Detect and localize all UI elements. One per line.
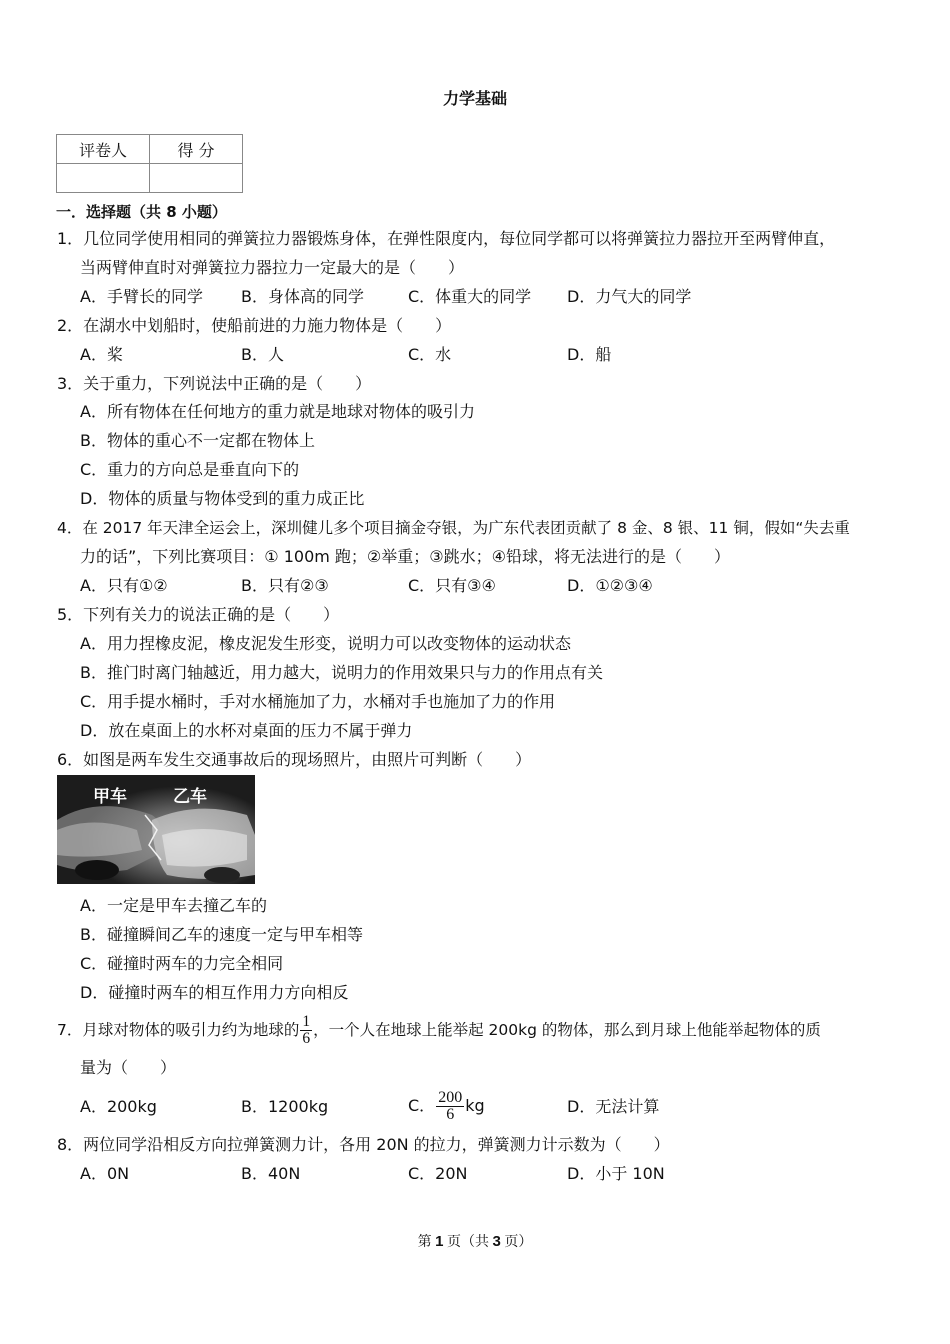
q7-frac-num: 1 [302,1013,311,1030]
q7-option-b: B．1200kg [241,1097,329,1116]
q7-option-c-unit: kg [465,1096,485,1115]
q4-stem-line1: 4．在 2017 年天津全运会上，深圳健儿多个项目摘金夺银，为广东代表团贡献了 8 金、8 银、11 铜，假如“失去重 [57,519,850,537]
q4-option-b: B．只有②③ [241,576,329,595]
score-cell [150,164,243,193]
q7-stem-line2: 量为（ ） [80,1058,177,1077]
score-table [56,134,243,193]
q2-option-b: B．人 [241,345,284,364]
q4-option-a: A．只有①② [80,576,168,595]
footer-total-pages: 3 [492,1233,501,1250]
q6-stem: 6．如图是两车发生交通事故后的现场照片，由照片可判断（ ） [57,750,532,769]
q6-option-b: B．碰撞瞬间乙车的速度一定与甲车相等 [80,925,363,944]
q5-stem: 5．下列有关力的说法正确的是（ ） [57,605,340,624]
page-footer [0,1231,950,1251]
q7-option-c-num: 200 [438,1089,463,1106]
q1-option-b: B．身体高的同学 [241,287,364,306]
q2-option-a: A．桨 [80,345,123,364]
photo-label-jia: 甲车 [93,787,127,807]
q1-option-c: C．体重大的同学 [408,287,532,306]
q7-option-c [408,1084,485,1128]
q3-option-d: D．物体的质量与物体受到的重力成正比 [80,489,365,508]
q5-option-c: C．用手提水桶时，手对水桶施加了力，水桶对手也施加了力的作用 [80,692,556,711]
q4-option-d: D．①②③④ [567,576,653,595]
score-header: 得 分 [150,135,243,164]
q8-option-b: B．40N [241,1164,301,1183]
q8-option-d: D．小于 10N [567,1164,665,1183]
q3-option-a: A．所有物体在任何地方的重力就是地球对物体的吸引力 [80,402,475,421]
q8-stem: 8．两位同学沿相反方向拉弹簧测力计，各用 20N 的拉力，弹簧测力计示数为（ ） [57,1135,670,1154]
q7-option-c-label: C． [408,1096,436,1115]
footer-post: 页） [500,1235,533,1250]
q1-stem-line1: 1．几位同学使用相同的弹簧拉力器锻炼身体，在弹性限度内，每位同学都可以将弹簧拉力器拉开至两臂伸直， [57,229,836,248]
page-title: 力学基础 [442,89,507,108]
car-accident-photo [57,775,255,884]
footer-mid: 页（共 [443,1235,493,1250]
q7-frac-den: 6 [302,1030,311,1047]
q7-option-a: A．200kg [80,1097,157,1116]
q8-option-c: C．20N [408,1164,468,1183]
q2-stem: 2．在湖水中划船时，使船前进的力施力物体是（ ） [57,316,452,335]
q2-option-d: D．船 [567,345,612,364]
footer-page-number: 1 [435,1233,444,1250]
q7-stem-pre: 7．月球对物体的吸引力约为地球的 [57,1021,300,1039]
q6-option-d: D．碰撞时两车的相互作用力方向相反 [80,983,349,1002]
grader-header: 评卷人 [57,135,150,164]
q6-option-a: A．一定是甲车去撞乙车的 [80,896,267,915]
q1-stem-line2: 当两臂伸直时对弹簧拉力器拉力一定最大的是（ ） [80,258,465,277]
q5-option-b: B．推门时离门轴越近，用力越大，说明力的作用效果只与力的作用点有关 [80,663,603,682]
q7-stem-post: ，一个人在地球上能举起 200kg 的物体，那么到月球上他能举起物体的质 [313,1021,821,1039]
grader-cell [57,164,150,193]
q7-fraction [300,1014,312,1047]
photo-label-yi: 乙车 [173,787,207,807]
q3-option-c: C．重力的方向总是垂直向下的 [80,460,300,479]
q8-option-a: A．0N [80,1164,130,1183]
q5-option-a: A．用力捏橡皮泥，橡皮泥发生形变，说明力可以改变物体的运动状态 [80,634,571,653]
q7-stem-line1 [57,1012,821,1048]
section-heading: 一．选择题（共 8 小题） [56,203,227,221]
q7-option-c-den: 6 [446,1106,455,1123]
q6-option-c: C．碰撞时两车的力完全相同 [80,954,284,973]
q4-option-c: C．只有③④ [408,576,496,595]
q3-stem: 3．关于重力，下列说法中正确的是（ ） [57,374,372,393]
q7-option-d: D．无法计算 [567,1097,660,1116]
q2-option-c: C．水 [408,345,452,364]
q7-option-c-fraction [436,1090,464,1123]
footer-pre: 第 [417,1235,436,1250]
q4-stem-line2: 力的话”，下列比赛项目：① 100m 跑；②举重；③跳水；④铅球，将无法进行的是（ ） [80,547,730,566]
q3-option-b: B．物体的重心不一定都在物体上 [80,431,315,450]
q5-option-d: D．放在桌面上的水杯对桌面的压力不属于弹力 [80,721,413,740]
q1-option-d: D．力气大的同学 [567,287,692,306]
q1-option-a: A．手臂长的同学 [80,287,203,306]
